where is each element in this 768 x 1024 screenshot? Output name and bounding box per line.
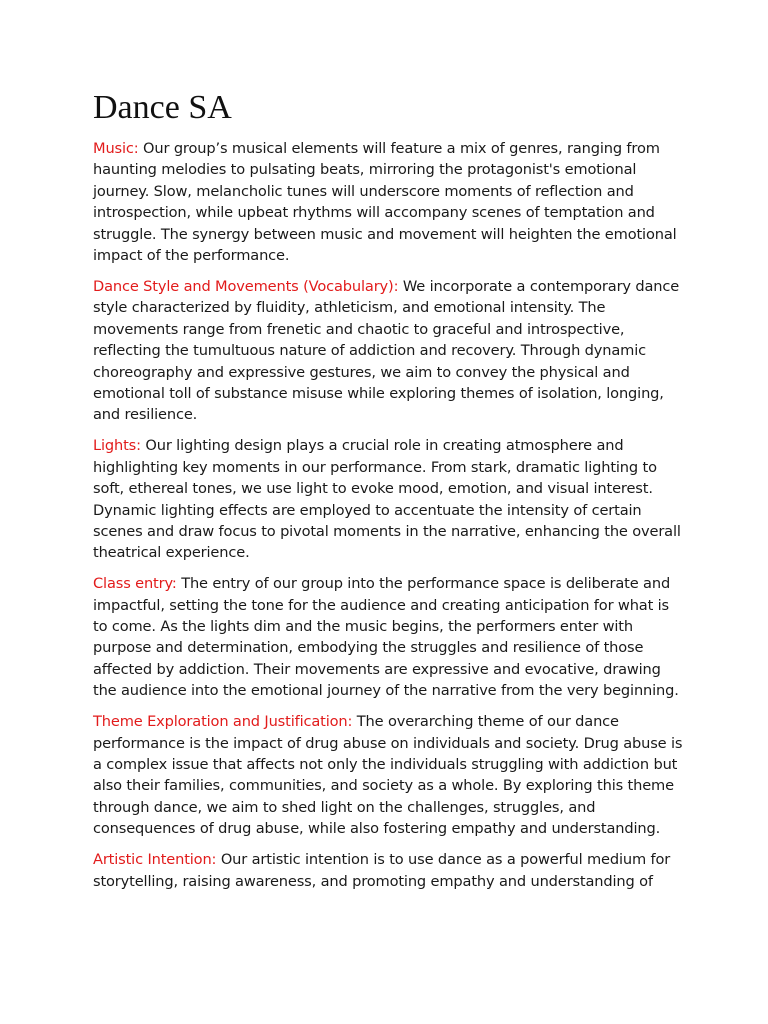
document-page (93, 88, 683, 901)
section-label-lights: Lights: (93, 437, 141, 455)
section-theme-exploration (93, 711, 683, 839)
section-text-theme-exploration: The overarching theme of our dance performance is the impact of drug abuse on individuals and society. Drug abuse is a complex issue that affects not only the individuals struggling with addiction but also their families, communities, and society as a whole. By exploring this theme through dance, we aim to shed light on the challenges, struggles, and consequences of drug abuse, while also fostering empathy and understanding. (93, 713, 683, 838)
section-label-class-entry: Class entry: (93, 575, 177, 593)
section-text-artistic-intention: Our artistic intention is to use dance as a powerful medium for storytelling, raising awareness, and promoting empathy and understanding of (93, 851, 671, 890)
section-text-lights: Our lighting design plays a crucial role in creating atmosphere and highlighting key moments in our performance. From stark, dramatic lighting to soft, ethereal tones, we use light to evoke mood, emotion, and visual interest. Dynamic lighting effects are employed to accentuate the intensity of certain scenes and draw focus to pivotal moments in the narrative, enhancing the overall theatrical experience. (93, 437, 681, 562)
section-label-theme-exploration: Theme Exploration and Justification: (93, 713, 353, 731)
section-text-music: Our group’s musical elements will feature a mix of genres, ranging from haunting melodies to pulsating beats, mirroring the protagonist's emotional journey. Slow, melancholic tunes will underscore moments of reflection and introspection, while upbeat rhythms will accompany scenes of temptation and struggle. The synergy between music and movement will heighten the emotional impact of the performance. (93, 140, 677, 265)
section-music (93, 138, 683, 266)
section-label-music: Music: (93, 140, 139, 157)
section-text-dance-style: We incorporate a contemporary dance style characterized by fluidity, athleticism, and emotional intensity. The movements range from frenetic and chaotic to graceful and introspective, reflecting the tumultuous nature of addiction and recovery. Through dynamic choreography and expressive gestures, we aim to convey the physical and emotional toll of substance misuse while exploring themes of isolation, longing, and resilience. (93, 277, 680, 424)
section-lights (93, 435, 683, 563)
section-label-artistic-intention: Artistic Intention: (93, 851, 217, 869)
document-title: Dance SA (93, 89, 232, 126)
section-artistic-intention (93, 849, 683, 892)
section-text-class-entry: The entry of our group into the performance space is deliberate and impactful, setting the tone for the audience and creating anticipation for what is to come. As the lights dim and the music begins, the performers enter with purpose and determination, embodying the struggles and resilience of those affected by addiction. Their movements are expressive and evocative, drawing the audience into the emotional journey of the narrative from the very beginning. (93, 575, 679, 700)
section-class-entry (93, 573, 683, 701)
section-label-dance-style: Dance Style and Movements (Vocabulary): (93, 277, 399, 295)
section-dance-style (93, 276, 683, 426)
